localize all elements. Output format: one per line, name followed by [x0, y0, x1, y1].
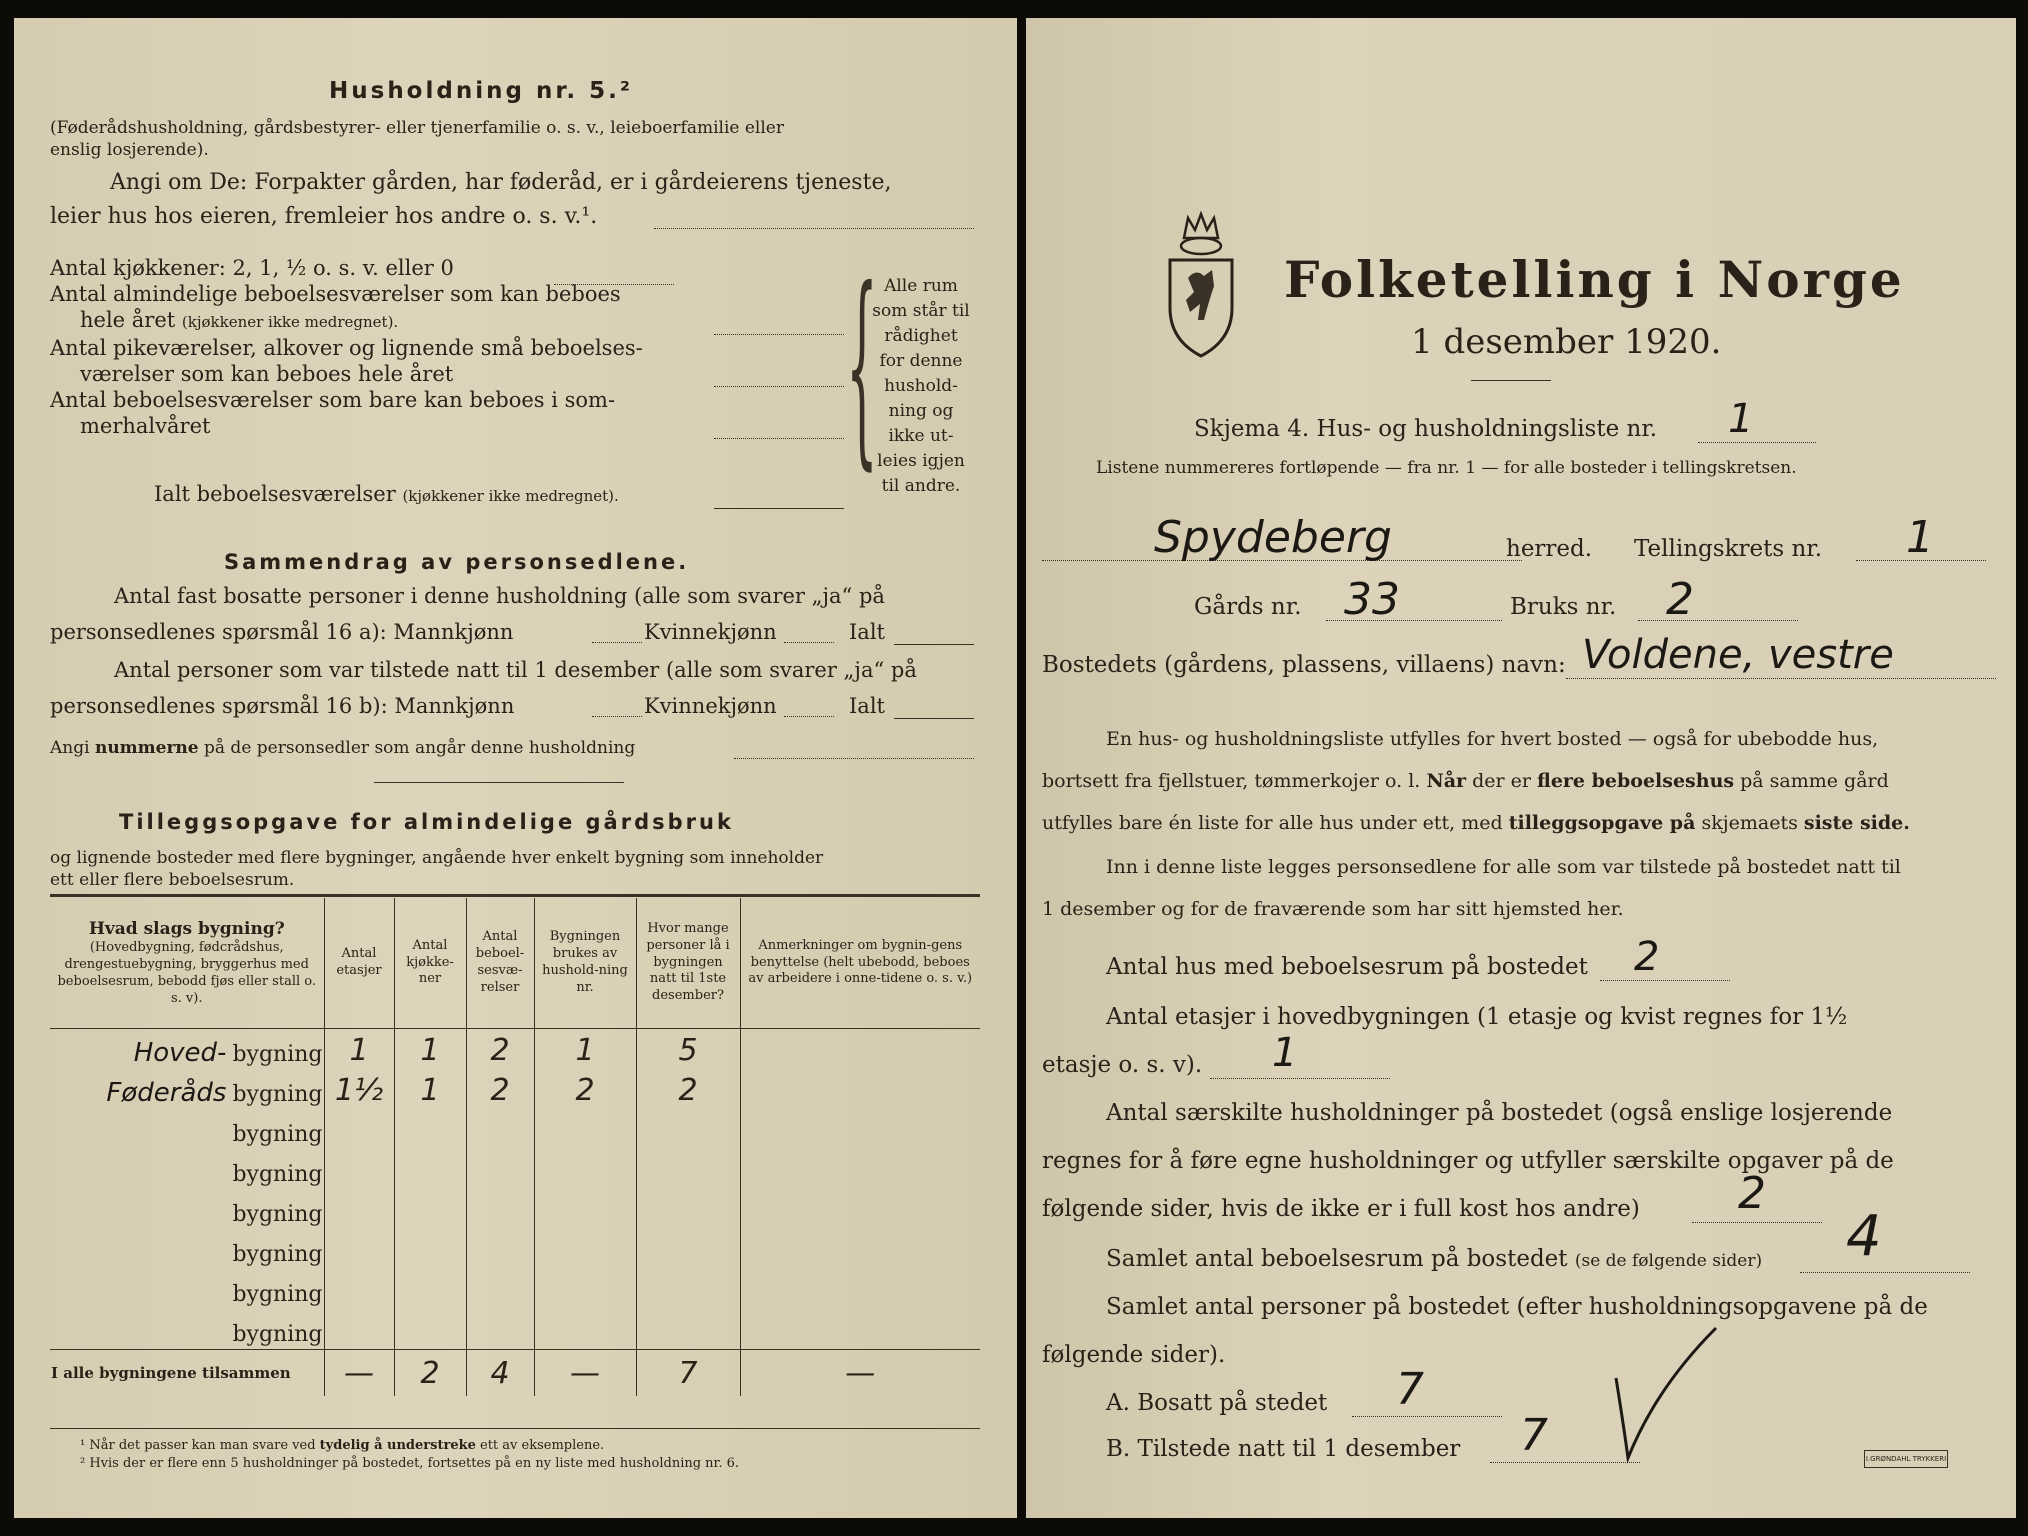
building-personer-cell — [636, 1109, 740, 1149]
building-row — [50, 1269, 980, 1309]
building-kjokken-cell: 1 — [394, 1029, 466, 1070]
answer-line — [784, 642, 834, 643]
gards-value: 33 — [1344, 574, 1400, 625]
building-anm-cell — [740, 1189, 980, 1229]
building-row — [50, 1229, 980, 1269]
listene-note: Listene nummereres fortløpende — fra nr. 1 — for alle bosteder i tellingskretsen. — [1096, 458, 1797, 478]
bosted-value: Voldene, vestre — [1582, 632, 1894, 678]
census-date: 1 desember 1920. — [1411, 322, 1722, 362]
summary-p2a: Antal personer som var tilstede natt til 1 desember (alle som svarer „ja“ på — [114, 658, 917, 682]
building-etasjer-cell — [324, 1149, 394, 1189]
right-page — [1026, 18, 2016, 1518]
building-vaerelser-cell: 2 — [466, 1029, 534, 1070]
ialt-label-2: Ialt — [849, 694, 885, 718]
bosatt-value: 7 — [1396, 1364, 1424, 1415]
etasjer-label-2: etasje o. s. v). — [1042, 1052, 1203, 1078]
building-name-cell — [50, 1069, 324, 1109]
total-personer: 7 — [636, 1350, 740, 1397]
building-anm-cell — [740, 1069, 980, 1109]
instruction-4: Inn i denne liste legges personsedlene for alle som var tilstede på bostedet natt til — [1106, 856, 1901, 878]
rum-label: Samlet antal beboelsesrum på bostedet (se de følgende sider) — [1106, 1246, 1763, 1272]
pers-label-1: Samlet antal personer på bostedet (efter husholdningsopgavene på de — [1106, 1294, 1928, 1320]
printer-stamp: I.GRØNDAHL TRYKKERI — [1864, 1450, 1948, 1468]
building-name-cell — [50, 1229, 324, 1269]
building-etasjer-cell: 1½ — [324, 1069, 394, 1109]
building-anm-cell — [740, 1029, 980, 1070]
kjokken-label: Antal kjøkkener: 2, 1, ½ o. s. v. eller 0 — [50, 256, 454, 280]
building-vaerelser-cell — [466, 1189, 534, 1229]
answer-line — [1600, 980, 1730, 981]
ialt-label: Ialt beboelsesværelser (kjøkkener ikke medregnet). — [154, 482, 619, 506]
total-label: I alle bygningene tilsammen — [50, 1350, 324, 1397]
building-etasjer-cell — [324, 1109, 394, 1149]
answer-line — [894, 718, 974, 719]
ialt-label-1: Ialt — [849, 620, 885, 644]
building-hush-cell — [534, 1309, 636, 1350]
building-suffix: bygning — [232, 1042, 323, 1067]
coat-of-arms-icon — [1164, 208, 1238, 358]
building-row — [50, 1029, 980, 1070]
census-title: Folketelling i Norge — [1284, 250, 1905, 309]
building-suffix: bygning — [232, 1162, 323, 1187]
etasjer-label-1: Antal etasjer i hovedbygningen (1 etasje og kvist regnes for 1½ — [1106, 1004, 1848, 1030]
building-suffix: bygning — [232, 1282, 323, 1307]
angi-line-2: leier hus hos eieren, fremleier hos andre o. s. v.¹. — [50, 204, 598, 229]
building-hush-cell — [534, 1149, 636, 1189]
answer-line — [1692, 1222, 1822, 1223]
krets-label: Tellingskrets nr. — [1634, 536, 1823, 562]
table-top-rule — [50, 894, 980, 897]
answer-line — [1698, 442, 1816, 443]
answer-line — [714, 438, 844, 439]
building-vaerelser-cell — [466, 1149, 534, 1189]
building-kjokken-cell — [394, 1189, 466, 1229]
col-header-anm: Anmerkninger om bygnin-gens benyttelse (helt ubebodd, beboes av arbeidere i onne-tidene o. s. v.) — [740, 898, 980, 1029]
answer-line — [1800, 1272, 1970, 1273]
building-vaerelser-cell — [466, 1269, 534, 1309]
col-header-vaerelser: Antal beboel-sesvæ-relser — [466, 898, 534, 1029]
answer-line — [714, 334, 844, 335]
building-name: Hoved- — [133, 1038, 227, 1068]
building-hush-cell — [534, 1189, 636, 1229]
building-kjokken-cell: 1 — [394, 1069, 466, 1109]
total-vaerelser: 4 — [466, 1350, 534, 1397]
building-suffix: bygning — [232, 1242, 323, 1267]
building-suffix: bygning — [232, 1202, 323, 1227]
building-hush-cell: 2 — [534, 1069, 636, 1109]
pike-label-2: værelser som kan beboes hele året — [80, 362, 454, 386]
brace-icon: { — [846, 245, 878, 489]
answer-line — [592, 716, 642, 717]
building-vaerelser-cell: 2 — [466, 1069, 534, 1109]
building-personer-cell — [636, 1229, 740, 1269]
total-hush: — — [534, 1350, 636, 1397]
building-row — [50, 1109, 980, 1149]
building-etasjer-cell — [324, 1229, 394, 1269]
instruction-3: utfylles bare én liste for alle hus under ett, med tilleggsopgave på skjemaets siste side. — [1042, 812, 1910, 834]
summary-p1a: Antal fast bosatte personer i denne husholdning (alle som svarer „ja“ på — [114, 584, 885, 608]
bosted-label: Bostedets (gårdens, plassens, villaens) navn: — [1042, 652, 1566, 678]
answer-line — [1638, 620, 1798, 621]
kvinne-label-2: Kvinnekjønn — [644, 694, 777, 718]
answer-line — [734, 758, 974, 759]
tillegg-title: Tilleggsopgave for almindelige gårdsbruk — [119, 810, 734, 834]
hush-label-1: Antal særskilte husholdninger på bostedet (også enslige losjerende — [1106, 1100, 1893, 1126]
answer-line — [784, 716, 834, 717]
left-page — [14, 18, 1017, 1518]
divider — [1471, 380, 1551, 381]
building-personer-cell — [636, 1149, 740, 1189]
herred-label: herred. — [1506, 536, 1593, 562]
bosatt-label: A. Bosatt på stedet — [1106, 1390, 1328, 1416]
rum-value: 4 — [1846, 1204, 1882, 1269]
building-hush-cell — [534, 1269, 636, 1309]
skjema-nr-value: 1 — [1728, 396, 1754, 442]
divider — [374, 782, 624, 783]
building-table — [50, 898, 980, 1396]
som-label-2: merhalvåret — [80, 414, 211, 438]
building-name-cell — [50, 1109, 324, 1149]
building-suffix: bygning — [232, 1082, 323, 1107]
skjema-label: Skjema 4. Hus- og husholdningsliste nr. — [1194, 416, 1658, 442]
som-label-1: Antal beboelsesværelser som bare kan beboes i som- — [50, 388, 616, 412]
building-vaerelser-cell — [466, 1229, 534, 1269]
pers-label-2: følgende sider). — [1042, 1342, 1226, 1368]
instruction-2: bortsett fra fjellstuer, tømmerkojer o. l. Når der er flere beboelseshus på samme gård — [1042, 770, 1889, 792]
building-suffix: bygning — [232, 1322, 323, 1347]
answer-line — [592, 642, 642, 643]
building-personer-cell — [636, 1189, 740, 1229]
building-kjokken-cell — [394, 1149, 466, 1189]
angi-line-1: Angi om De: Forpakter gården, har føderåd, er i gårdeierens tjeneste, — [110, 170, 892, 195]
hus-label: Antal hus med beboelsesrum på bostedet — [1106, 954, 1588, 980]
building-kjokken-cell — [394, 1229, 466, 1269]
answer-line — [1352, 1416, 1502, 1417]
building-name-cell — [50, 1269, 324, 1309]
hush-value: 2 — [1738, 1168, 1766, 1219]
building-hush-cell — [534, 1229, 636, 1269]
building-personer-cell: 5 — [636, 1029, 740, 1070]
building-vaerelser-cell — [466, 1309, 534, 1350]
answer-line — [1566, 678, 1996, 679]
household-intro: (Føderådshusholdning, gårdsbestyrer- eller tjenerfamilie o. s. v., leieboerfamilie eller — [50, 118, 784, 138]
summary-title: Sammendrag av personsedlene. — [224, 550, 690, 574]
building-personer-cell: 2 — [636, 1069, 740, 1109]
total-etasjer: — — [324, 1350, 394, 1397]
bruks-label: Bruks nr. — [1510, 594, 1617, 620]
total-row — [50, 1350, 980, 1397]
footnote-2: ² Hvis der er flere enn 5 husholdninger på bostedet, fortsettes på en ny liste med husholdning nr. 6. — [80, 1456, 740, 1471]
col-header-brukes: Bygningen brukes av hushold-ning nr. — [534, 898, 636, 1029]
alm-label-1: Antal almindelige beboelsesværelser som kan beboes — [50, 282, 621, 306]
building-row — [50, 1189, 980, 1229]
footnote-1: ¹ Når det passer kan man svare ved tydelig å understreke ett av eksemplene. — [80, 1438, 605, 1453]
building-personer-cell — [636, 1309, 740, 1350]
col-header-personer: Hvor mange personer lå i bygningen natt til 1ste desember? — [636, 898, 740, 1029]
etasjer-value: 1 — [1272, 1030, 1298, 1076]
building-name-cell — [50, 1029, 324, 1070]
building-etasjer-cell — [324, 1269, 394, 1309]
col-header-kjokken: Antal kjøkke-ner — [394, 898, 466, 1029]
alm-label-2: hele året (kjøkkener ikke medregnet). — [80, 308, 399, 332]
building-personer-cell — [636, 1269, 740, 1309]
instruction-5: 1 desember og for de fraværende som har sitt hjemsted her. — [1042, 898, 1624, 920]
checkmark-icon — [1606, 1318, 1726, 1468]
building-etasjer-cell — [324, 1189, 394, 1229]
hush-label-2: regnes for å føre egne husholdninger og utfyller særskilte opgaver på de — [1042, 1148, 1894, 1174]
hus-value: 2 — [1634, 934, 1660, 980]
building-etasjer-cell: 1 — [324, 1029, 394, 1070]
building-hush-cell — [534, 1109, 636, 1149]
instruction-1: En hus- og husholdningsliste utfylles for hvert bosted — også for ubebodde hus, — [1106, 728, 1879, 750]
herred-value: Spydeberg — [1154, 512, 1392, 563]
building-anm-cell — [740, 1149, 980, 1189]
building-kjokken-cell — [394, 1269, 466, 1309]
household-title: Husholdning nr. 5.² — [329, 78, 633, 104]
krets-value: 1 — [1906, 512, 1934, 563]
side-note: Alle rum som står til rådighet for denne hushold- ning og ikke ut- leies igjen til andre. — [872, 276, 970, 496]
answer-line — [714, 508, 844, 509]
col-header-slags: Hvad slags bygning? (Hovedbygning, fødcrådshus, drengestuebygning, bryggerhus med beboelsesrum, bebodd fjøs eller stall o. s. v). — [50, 898, 324, 1029]
summary-p2b: personsedlenes spørsmål 16 b): Mannkjønn — [50, 694, 515, 718]
building-kjokken-cell — [394, 1309, 466, 1350]
col-header-etasjer: Antal etasjer — [324, 898, 394, 1029]
tillegg-sub-1: og lignende bosteder med flere bygninger, angående hver enkelt bygning som inneholder — [50, 848, 824, 868]
building-name-cell — [50, 1189, 324, 1229]
tilstede-label: B. Tilstede natt til 1 desember — [1106, 1436, 1461, 1462]
total-kjokken: 2 — [394, 1350, 466, 1397]
building-suffix: bygning — [232, 1122, 323, 1147]
hush-label-3: følgende sider, hvis de ikke er i full kost hos andre) — [1042, 1196, 1640, 1222]
building-anm-cell — [740, 1229, 980, 1269]
building-name-cell — [50, 1149, 324, 1189]
building-row — [50, 1309, 980, 1350]
answer-line — [554, 284, 674, 285]
tilstede-value: 7 — [1520, 1410, 1548, 1461]
building-name: Føderåds — [106, 1078, 227, 1108]
answer-line — [894, 644, 974, 645]
building-hush-cell: 1 — [534, 1029, 636, 1070]
household-intro-2: enslig losjerende). — [50, 140, 209, 160]
summary-p1b: personsedlenes spørsmål 16 a): Mannkjønn — [50, 620, 514, 644]
building-etasjer-cell — [324, 1309, 394, 1350]
pike-label-1: Antal pikeværelser, alkover og lignende små beboelses- — [50, 336, 643, 360]
table-bottom-rule — [50, 1428, 980, 1429]
angi-answer-line — [654, 228, 974, 229]
kvinne-label-1: Kvinnekjønn — [644, 620, 777, 644]
bruks-value: 2 — [1666, 574, 1694, 625]
building-row — [50, 1149, 980, 1189]
building-anm-cell — [740, 1109, 980, 1149]
tillegg-sub-2: ett eller flere beboelsesrum. — [50, 870, 295, 890]
building-kjokken-cell — [394, 1109, 466, 1149]
building-row — [50, 1069, 980, 1109]
total-anm: — — [740, 1350, 980, 1397]
building-anm-cell — [740, 1309, 980, 1350]
building-vaerelser-cell — [466, 1109, 534, 1149]
answer-line — [714, 386, 844, 387]
angi-nummerne: Angi nummerne på de personsedler som angår denne husholdning — [50, 738, 636, 758]
answer-line — [1210, 1078, 1390, 1079]
gards-label: Gårds nr. — [1194, 594, 1302, 620]
building-anm-cell — [740, 1269, 980, 1309]
building-name-cell — [50, 1309, 324, 1350]
